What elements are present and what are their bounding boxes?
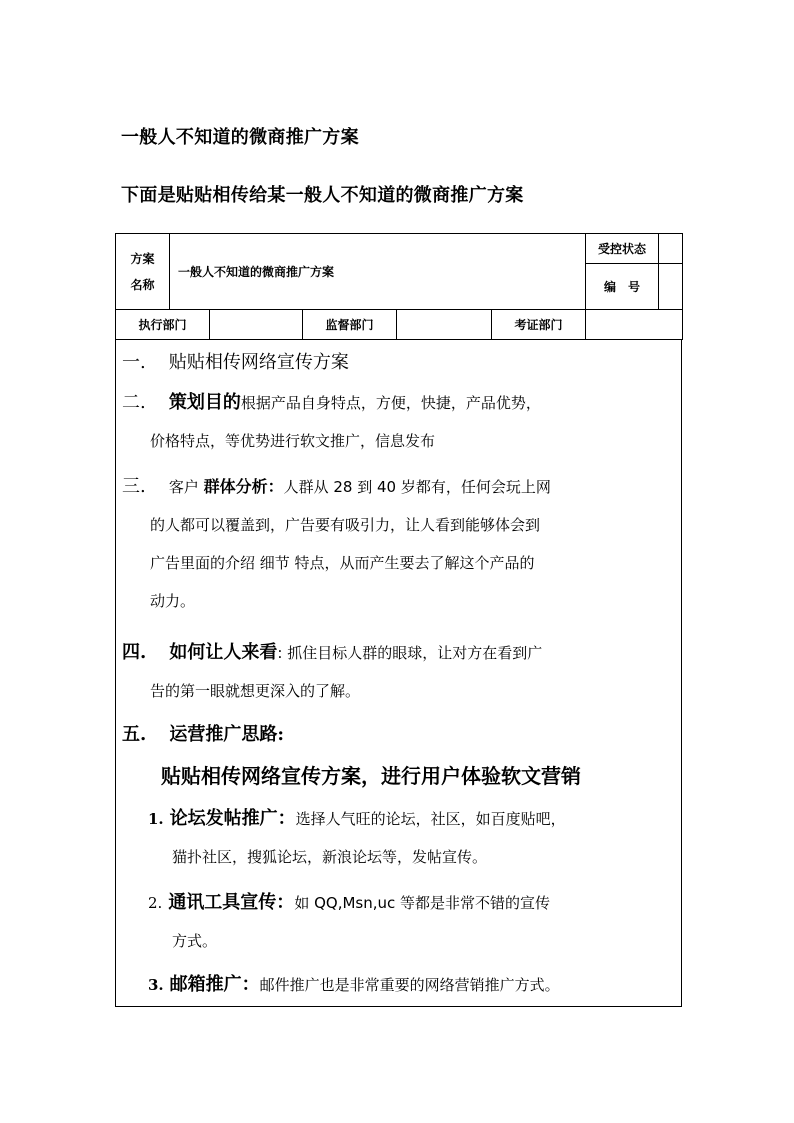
- section-text: 人群从 28 到 40 岁都有，任何会玩上网: [283, 478, 551, 496]
- plan-name-label: [116, 234, 170, 310]
- section-5: [122, 720, 675, 750]
- section-heading: 运营推广思路:: [169, 724, 285, 745]
- section-text-cont: 广告里面的介绍 细节 特点，从而产生要去了解这个产品的: [150, 554, 535, 572]
- section-text-cont: 价格特点，等优势进行软文推广，信息发布: [150, 432, 436, 450]
- list-item: [148, 888, 675, 956]
- plan-label-bottom: 名称: [130, 277, 155, 292]
- plan-name-value: 一般人不知道的微商推广方案: [170, 234, 586, 310]
- item-heading: 通讯工具宣传：: [168, 892, 295, 913]
- item-text: 选择人气旺的论坛，社区，如百度贴吧，: [295, 810, 566, 828]
- section-prefix: 客户: [168, 478, 204, 496]
- plan-label-top: 方案: [130, 251, 155, 266]
- plan-body: [115, 340, 682, 1007]
- section-text-cont: 的人都可以覆盖到，广告要有吸引力，让人看到能够体会到: [150, 516, 541, 534]
- section-number: 二.: [122, 392, 146, 413]
- exec-dept-label: 执行部门: [116, 310, 210, 340]
- item-number: 2.: [148, 894, 163, 912]
- item-heading: 邮箱推广：: [169, 974, 260, 995]
- item-number: 1.: [148, 810, 164, 828]
- strategy-subtitle: 贴贴相传网络宣传方案，进行用户体验软文营销: [161, 764, 581, 788]
- list-item: [148, 804, 675, 872]
- section-4: [122, 638, 675, 706]
- section-number: 三.: [122, 476, 146, 497]
- number-value: [659, 264, 683, 310]
- section-text-cont: 告的第一眼就想更深入的了解。: [150, 682, 361, 700]
- list-item: [148, 970, 675, 1000]
- section-heading: 如何让人来看: [169, 642, 278, 663]
- section-heading: 群体分析：: [203, 477, 284, 496]
- review-dept-value: [586, 310, 683, 340]
- control-status-label: 受控状态: [586, 234, 659, 264]
- supervise-dept-value: [397, 310, 492, 340]
- item-text: 邮件推广也是非常重要的网络营销推广方式。: [259, 976, 560, 994]
- document-title: 一般人不知道的微商推广方案: [121, 127, 359, 148]
- section-number: 一.: [122, 352, 146, 373]
- section-number: 五.: [122, 724, 147, 745]
- section-heading: 贴贴相传网络宣传方案: [168, 352, 349, 373]
- item-number: 3.: [148, 976, 164, 994]
- item-text-cont: 猫扑社区，搜狐论坛，新浪论坛等，发帖宣传。: [172, 848, 488, 866]
- section-heading: 策划目的: [168, 392, 241, 413]
- control-status-value: [659, 234, 683, 264]
- item-text-cont: 方式。: [172, 932, 218, 950]
- review-dept-label: 考证部门: [492, 310, 586, 340]
- section-1: [122, 348, 675, 378]
- item-text: 如 QQ,Msn,uc 等都是非常不错的宣传: [294, 894, 551, 912]
- supervise-dept-label: 监督部门: [303, 310, 397, 340]
- item-heading: 论坛发帖推广：: [169, 808, 296, 829]
- number-label: 编 号: [586, 264, 659, 310]
- section-text: 根据产品自身特点，方便，快捷，产品优势，: [240, 394, 541, 412]
- section-2: [122, 388, 675, 456]
- exec-dept-value: [210, 310, 303, 340]
- section-text: : 抓住目标人群的眼球，让对方在看到广: [277, 644, 543, 662]
- section-number: 四.: [122, 642, 147, 663]
- plan-form-table: [115, 233, 683, 340]
- section-3: [122, 472, 675, 616]
- document-subtitle: 下面是贴贴相传给某一般人不知道的微商推广方案: [121, 185, 524, 206]
- section-text-cont: 动力。: [150, 592, 196, 610]
